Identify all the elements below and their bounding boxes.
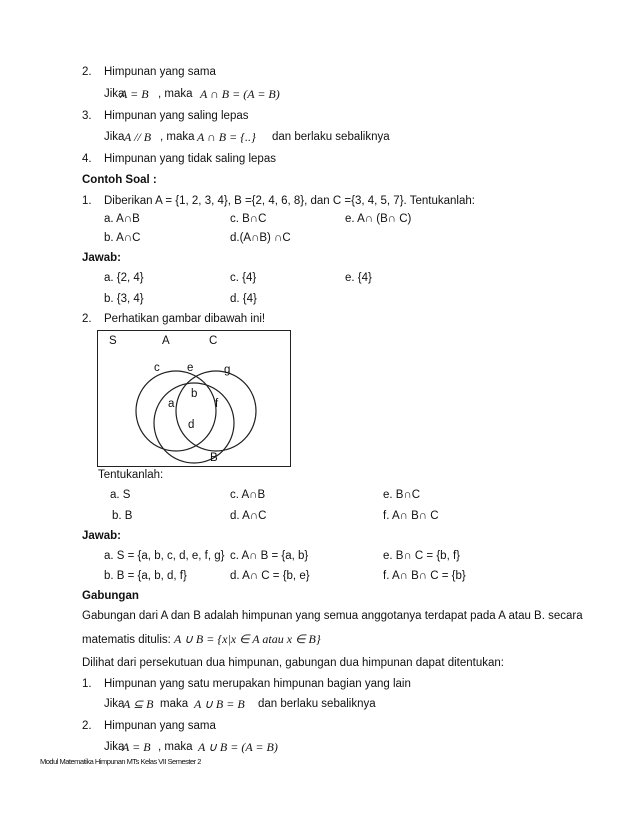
maka-label: , maka — [160, 131, 195, 143]
option-e: e. A∩ (B∩ C) — [345, 213, 412, 225]
maka-label: , maka — [158, 88, 193, 100]
label-s: S — [109, 335, 117, 347]
question-number: 2. — [82, 313, 92, 325]
tail-text: dan berlaku sebaliknya — [258, 698, 376, 710]
item-title: Himpunan yang saling lepas — [104, 110, 249, 122]
region-f: f — [215, 398, 219, 410]
answer-c: c. {4} — [230, 272, 257, 284]
item-title: Himpunan yang tidak saling lepas — [104, 153, 276, 165]
region-e: e — [187, 362, 194, 374]
tentukan-label: Tentukanlah: — [98, 469, 164, 481]
item-title: Himpunan yang sama — [104, 66, 216, 78]
maka-label: maka — [160, 698, 189, 710]
contoh-heading: Contoh Soal : — [82, 174, 157, 186]
question-text: Diberikan A = {1, 2, 3, 4}, B ={2, 4, 6, 8}, dan C ={3, 4, 5, 7}. Tentukanlah: — [104, 195, 475, 207]
jika-label: Jika — [104, 88, 125, 100]
answer-d: d. {4} — [230, 293, 257, 305]
math-condition: A ⊆ B — [123, 697, 154, 711]
jika-label: Jika — [104, 698, 125, 710]
math-condition: A = B — [120, 87, 149, 101]
intro-text: Dilihat dari persekutuan dua himpunan, gabungan dua himpunan dapat ditentukan: — [82, 657, 504, 669]
option-e: e. B∩C — [383, 489, 421, 501]
question-text: Perhatikan gambar dibawah ini! — [104, 313, 266, 325]
label-c: C — [209, 335, 218, 347]
option-c: c. A∩B — [230, 489, 266, 501]
item-number: 4. — [82, 153, 92, 165]
item-number: 3. — [82, 110, 92, 122]
region-c: c — [154, 362, 160, 374]
option-f: f. A∩ B∩ C — [383, 510, 439, 522]
item-number: 2. — [82, 720, 92, 732]
item-number: 1. — [82, 678, 92, 690]
item-title: Himpunan yang satu merupakan himpunan bagian yang lain — [104, 678, 411, 690]
maka-label: , maka — [158, 741, 193, 753]
answer-d: d. A∩ C = {b, e} — [230, 570, 310, 582]
definition-line: matematis ditulis: — [82, 634, 171, 646]
jika-label: Jika — [104, 131, 125, 143]
answer-e: e. {4} — [345, 272, 372, 284]
answer-a: a. {2, 4} — [104, 272, 144, 284]
answer-a: a. S = {a, b, c, d, e, f, g} — [104, 550, 225, 562]
label-b: B — [210, 452, 218, 464]
jika-label: Jika — [104, 741, 125, 753]
option-b: b. B — [112, 510, 133, 522]
definition-formula: A ∪ B = {x|x ∈ A atau x ∈ B} — [174, 632, 321, 646]
venn-diagram — [97, 330, 291, 467]
answer-b: b. B = {a, b, d, f} — [104, 570, 187, 582]
option-d: d. A∩C — [230, 510, 267, 522]
jawab-heading: Jawab: — [82, 252, 121, 264]
item-number: 2. — [82, 66, 92, 78]
page-footer: Modul Matematika Himpunan MTs Kelas VII Semester 2 — [40, 757, 201, 766]
gabungan-heading: Gabungan — [82, 590, 139, 602]
option-a: a. A∩B — [104, 213, 140, 225]
math-result: A ∪ B = (A = B) — [198, 740, 278, 754]
option-c: c. B∩C — [230, 213, 267, 225]
math-condition: A // B — [124, 130, 152, 144]
answer-b: b. {3, 4} — [104, 293, 144, 305]
option-b: b. A∩C — [104, 232, 141, 244]
math-result: A ∩ B = (A = B) — [200, 87, 280, 101]
question-number: 1. — [82, 195, 92, 207]
region-d: d — [188, 419, 195, 431]
definition-line: Gabungan dari A dan B adalah himpunan yang semua anggotanya terdapat pada A atau B. secara — [82, 610, 583, 622]
jawab-heading: Jawab: — [82, 530, 121, 542]
item-title: Himpunan yang sama — [104, 720, 216, 732]
math-condition: A = B — [122, 740, 151, 754]
answer-f: f. A∩ B∩ C = {b} — [383, 570, 466, 582]
option-a: a. S — [110, 489, 131, 501]
tail-text: dan berlaku sebaliknya — [272, 131, 390, 143]
answer-e: e. B∩ C = {b, f} — [383, 550, 460, 562]
region-a: a — [168, 398, 175, 410]
label-a: A — [162, 335, 170, 347]
math-result: A ∪ B = B — [194, 697, 245, 711]
region-g: g — [224, 364, 231, 376]
option-d: d.(A∩B) ∩C — [230, 232, 291, 244]
math-result: A ∩ B = {..} — [197, 130, 256, 144]
region-b: b — [191, 388, 198, 400]
answer-c: c. A∩ B = {a, b} — [230, 550, 309, 562]
